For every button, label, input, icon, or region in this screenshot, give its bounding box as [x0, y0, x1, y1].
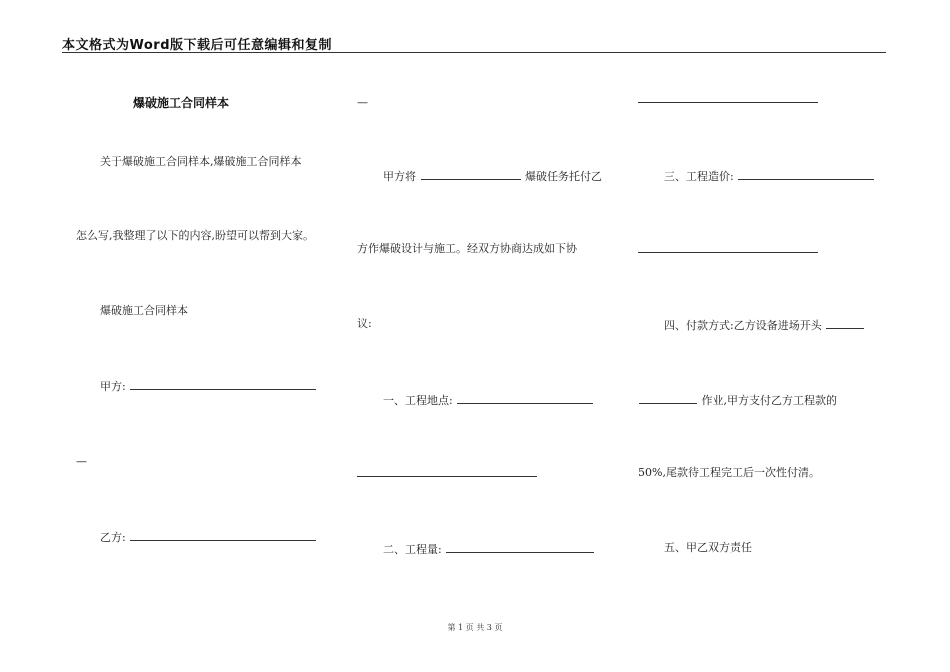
item-3-label: 三、工程造价:: [664, 170, 734, 183]
party-a-row: [100, 378, 317, 394]
item-3-row: [664, 168, 875, 184]
item-3-blank: [738, 168, 874, 180]
party-a-blank: [130, 378, 316, 390]
item-4-continuation: [638, 392, 837, 408]
agreement-line-3: 议:: [357, 317, 372, 330]
header-text: 本文格式为Word版下载后可任意编辑和复制: [62, 38, 333, 53]
item-2-label: 二、工程量:: [383, 543, 442, 556]
agreement-line-2: 方作爆破设计与施工。经双方协商达成如下协: [357, 242, 577, 255]
entrust-prefix: 甲方将: [383, 170, 416, 183]
column1-dash: —: [76, 455, 87, 468]
item-2-blank: [446, 541, 594, 553]
item-1-continuation-line: [357, 476, 537, 477]
party-a-label: 甲方:: [100, 380, 126, 393]
party-b-row: [100, 529, 317, 545]
entrust-blank: [421, 168, 521, 180]
intro-line-1: 关于爆破施工合同样本,爆破施工合同样本: [100, 155, 302, 168]
item-4-label: 四、付款方式:乙方设备进场开头: [664, 319, 822, 332]
item-4-blank: [826, 317, 864, 329]
contract-subtitle: 爆破施工合同样本: [100, 304, 188, 317]
item-4-end: 50%,尾款待工程完工后一次性付清。: [638, 466, 820, 479]
entrust-line: [383, 168, 602, 184]
party-b-label: 乙方:: [100, 531, 126, 544]
document-header: [62, 34, 886, 53]
column3-top-line: [638, 102, 818, 103]
party-b-blank: [130, 529, 316, 541]
item-4-row: [664, 317, 865, 333]
item-4-cont-text: 作业,甲方支付乙方工程款的: [701, 394, 837, 407]
item-1-label: 一、工程地点:: [383, 394, 453, 407]
item-1-row: [383, 392, 594, 408]
item-1-blank: [457, 392, 593, 404]
document-title: 爆破施工合同样本: [133, 96, 230, 110]
intro-line-2: 怎么写,我整理了以下的内容,盼望可以帮到大家。: [76, 229, 314, 242]
item-5-label: 五、甲乙双方责任: [664, 541, 752, 554]
item-3-continuation-line: [638, 252, 818, 253]
item-4-blank-2: [639, 392, 697, 404]
entrust-suffix: 爆破任务托付乙: [525, 170, 602, 183]
column2-dash: —: [357, 96, 368, 109]
page-footer: 第 1 页 共 3 页: [447, 623, 503, 632]
item-2-row: [383, 541, 595, 557]
